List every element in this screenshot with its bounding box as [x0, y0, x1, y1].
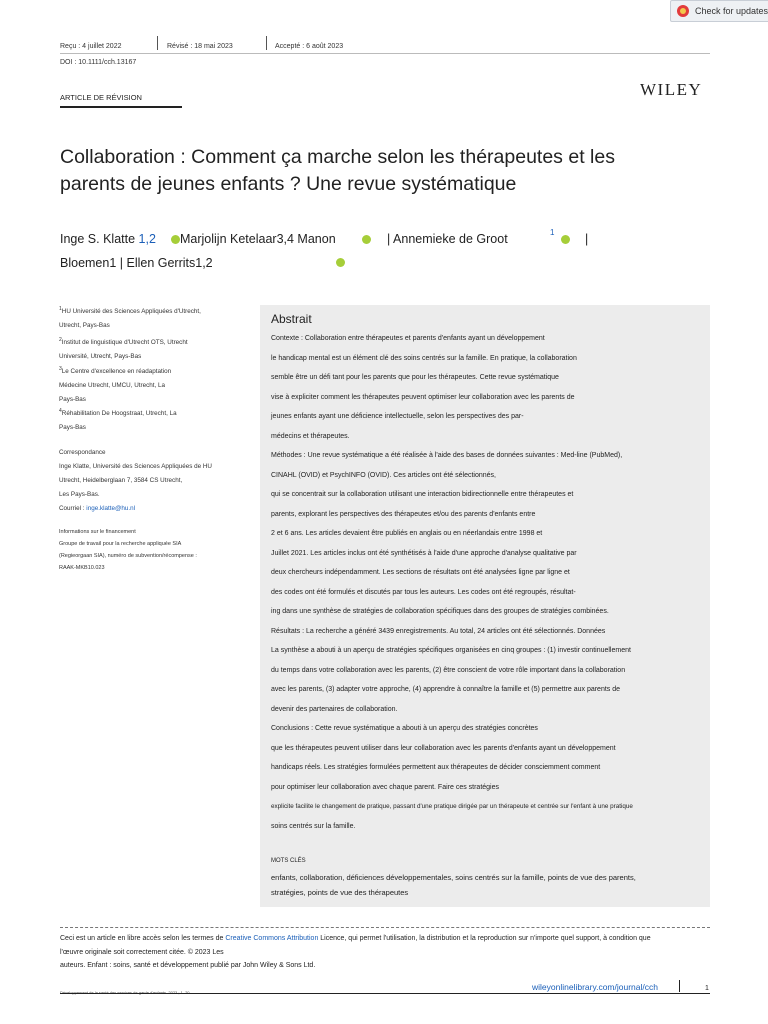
footer-divider	[60, 927, 710, 928]
affiliation-number: 1	[59, 306, 62, 312]
journal-url[interactable]: wileyonlinelibrary.com/journal/cch	[532, 982, 658, 992]
abstract-line: jeunes enfants ayant une déficience intellectuelle, selon les perspectives des par-	[271, 413, 524, 420]
funding-heading: Informations sur le financement	[59, 529, 136, 535]
abstract-line: Contexte : Collaboration entre thérapeutes et parents d'enfants ayant un développement	[271, 335, 545, 342]
affiliation-line: Médecine Utrecht, UMCU, Utrecht, La	[59, 382, 166, 390]
abstract-heading: Abstrait	[271, 312, 312, 326]
license-text: Ceci est un article en libre accès selon les termes de	[60, 935, 226, 942]
abstract-line: Conclusions : Cette revue systématique a abouti à un aperçu des stratégies concrètes	[271, 725, 538, 732]
author-separator: |	[585, 232, 589, 246]
abstract-line: pour optimiser leur collaboration avec chaque parent. Faire ces stratégies	[271, 784, 500, 791]
abstract-line: ing dans une synthèse de stratégies de collaboration spécifiques dans des groupes de stratégies combinées.	[271, 608, 609, 615]
affiliation-line: Utrecht, Pays-Bas	[59, 322, 110, 330]
divider	[679, 980, 680, 992]
abstract-line: CINAHL (OVID) et PsychINFO (OVID). Ces articles ont été sélectionnés,	[271, 472, 496, 479]
abstract-line: explicite facilite le changement de pratique, passant d'une pratique dirigée par un thérapeute et centrée sur l'enfant à une pratique	[271, 803, 633, 810]
email-link[interactable]: inge.klatte@hu.nl	[86, 505, 136, 512]
keywords-line: stratégies, points de vue des thérapeutes	[271, 888, 409, 897]
abstract-line: des codes ont été formulés et discutés par tous les auteurs. Les codes ont été regroupés, résultat-	[271, 589, 576, 596]
abstract-line: vise à expliciter comment les thérapeutes peuvent optimiser leur collaboration avec les parents de	[271, 394, 575, 401]
update-icon	[677, 5, 689, 17]
email-label: Courriel :	[59, 505, 85, 512]
correspondence-heading: Correspondance	[59, 449, 106, 456]
affiliation-number: 3	[59, 366, 62, 372]
abstract-line: avec les parents, (3) adapter votre approche, (4) apprendre à connaître la famille et (5) permettre aux parents de	[271, 686, 621, 693]
author-name[interactable]: | Annemieke de Groot	[387, 232, 508, 246]
license-line	[60, 935, 651, 942]
keywords-heading: MOTS CLÉS	[271, 858, 306, 864]
article-type: ARTICLE DE RÉVISION	[60, 93, 142, 102]
doi[interactable]: DOI : 10.1111/cch.13167	[60, 59, 137, 66]
affiliation-line: Le Centre d'excellence en réadaptation	[61, 368, 172, 376]
author-affiliation[interactable]: 1	[550, 228, 555, 237]
header-rule	[60, 53, 710, 54]
abstract-line: Juillet 2021. Les articles inclus ont été synthétisés à l'aide d'une approche d'analyse qualitative par	[271, 550, 577, 557]
divider	[157, 36, 158, 50]
affiliation-number: 4	[59, 408, 62, 414]
license-line: l'œuvre originale soit correctement citée. © 2023 Les	[60, 949, 224, 956]
correspondence-line: Les Pays-Bas.	[59, 491, 100, 498]
abstract-line: le handicap mental est un élément clé des soins centrés sur la famille. En pratique, la collaboration	[271, 355, 577, 362]
abstract-line: soins centrés sur la famille.	[271, 823, 356, 830]
page-number: 1	[705, 985, 709, 992]
author-affiliation[interactable]: 1,2	[138, 232, 156, 246]
affiliation	[59, 404, 177, 435]
affiliation-line: Institut de linguistique d'Utrecht OTS, Utrecht	[61, 339, 188, 347]
abstract-line: du temps dans votre collaboration avec les parents, (2) être conscient de votre rôle important dans la collaboration	[271, 667, 626, 674]
abstract-line: Méthodes : Une revue systématique a été réalisée à l'aide des bases de données suivantes : Med-line (PubMed),	[271, 452, 623, 459]
affiliation	[59, 362, 171, 407]
author-name[interactable]: Inge S. Klatte	[60, 232, 136, 246]
footer-rule	[60, 993, 710, 994]
abstract-line: parents, explorant les perspectives des thérapeutes et/ou des parents d'enfants entre	[271, 511, 536, 518]
divider	[266, 36, 267, 50]
affiliation-line: Pays-Bas	[59, 424, 86, 432]
author-line-1	[60, 232, 156, 246]
funding-line: RAAK-MKB10.023	[59, 565, 105, 571]
funding-line: Groupe de travail pour la recherche appliquée SIA	[59, 541, 182, 547]
abstract-line: semble être un défi tant pour les parents que pour les thérapeutes. Cette revue systématique	[271, 374, 559, 381]
author-line-2[interactable]: Bloemen1 | Ellen Gerrits1,2	[60, 256, 213, 270]
abstract-line: La synthèse a abouti à un aperçu de stratégies spécifiques organisées en cinq groupes : (1) investir continuellement	[271, 647, 631, 654]
abstract-line: deux chercheurs indépendamment. Les sections de résultats ont été analysées ligne par ligne et	[271, 569, 570, 576]
license-line: auteurs. Enfant : soins, santé et développement publié par John Wiley & Sons Ltd.	[60, 962, 316, 969]
title-line: parents de jeunes enfants ? Une revue systématique	[60, 173, 517, 195]
affiliation	[59, 302, 201, 333]
abstract-line: qui se concentrait sur la collaboration utilisant une interaction bidirectionnelle entre thérapeutes et	[271, 491, 574, 498]
check-for-updates-label: Check for updates	[695, 6, 768, 16]
abstract-line: handicaps réels. Les stratégies formulées permettent aux thérapeutes de décider consciemment comment	[271, 764, 601, 771]
funding-line: (Regieorgaan SIA), numéro de subvention/récompense :	[59, 553, 197, 559]
wiley-logo: WILEY	[640, 80, 703, 99]
keywords-line: enfants, collaboration, déficiences développementales, soins centrés sur la famille, points de vue des parents,	[271, 873, 636, 882]
orcid-icon[interactable]	[362, 235, 371, 244]
orcid-icon[interactable]	[171, 235, 180, 244]
check-for-updates-button[interactable]	[670, 0, 768, 22]
accepted-date: Accepté : 6 août 2023	[275, 43, 344, 50]
correspondence-line: Utrecht, Heidelberglaan 7, 3584 CS Utrecht,	[59, 477, 183, 484]
affiliation-line: Réhabilitation De Hoogstraat, Utrecht, La	[61, 410, 177, 418]
abstract-line: 2 et 6 ans. Les articles devaient être publiés en anglais ou en néerlandais entre 1998 et	[271, 530, 543, 537]
affiliation-line: Université, Utrecht, Pays-Bas	[59, 353, 142, 361]
abstract-line: Résultats : La recherche a généré 3439 enregistrements. Au total, 24 articles ont été sélectionnés. Données	[271, 628, 606, 635]
affiliation-line: Pays-Bas	[59, 396, 86, 404]
abstract-line: devenir des partenaires de collaboration.	[271, 706, 398, 713]
affiliation-number: 2	[59, 337, 62, 343]
license-text: Licence, qui permet l'utilisation, la distribution et la reproduction sur n'importe quel support, à condition que	[318, 935, 651, 942]
received-date: Reçu : 4 juillet 2022	[60, 43, 122, 50]
abstract-panel	[260, 305, 710, 907]
revised-date: Révisé : 18 mai 2023	[167, 43, 233, 50]
funding-info	[59, 526, 197, 574]
orcid-icon[interactable]	[561, 235, 570, 244]
affiliation	[59, 333, 188, 364]
affiliation-line: HU Université des Sciences Appliquées d'Utrecht,	[61, 308, 201, 316]
abstract-line: médecins et thérapeutes.	[271, 433, 350, 440]
correspondence-line: Inge Klatte, Université des Sciences Appliquées de HU	[59, 463, 212, 470]
abstract-line: que les thérapeutes peuvent utiliser dans leur collaboration avec les parents d'enfants ayant un développement	[271, 745, 616, 752]
license-link[interactable]: Creative Commons Attribution	[225, 935, 319, 942]
orcid-icon[interactable]	[336, 258, 345, 267]
author-name[interactable]: Marjolijn Ketelaar3,4 Manon	[180, 232, 336, 246]
article-type-underline	[60, 106, 182, 108]
article-title	[60, 144, 700, 198]
title-line: Collaboration : Comment ça marche selon les thérapeutes et les	[60, 146, 615, 168]
correspondence	[59, 446, 212, 516]
